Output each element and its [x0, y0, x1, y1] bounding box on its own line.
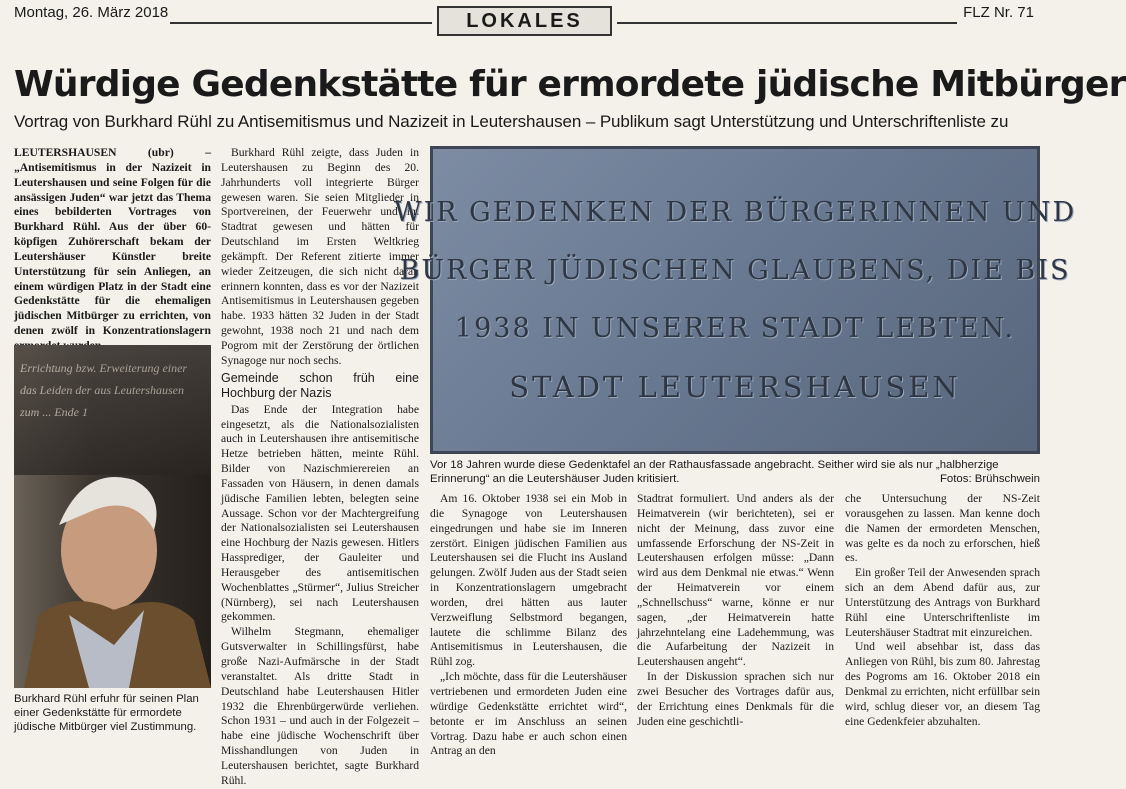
subheadline: Vortrag von Burkhard Rühl zu Antisemitismus und Nazizeit in Leutershausen – Publikum sagt Unterstützung und Unterschriftenliste zu — [14, 112, 1009, 131]
paragraph: che Untersuchung der NS-Zeit vorausgehen zu lassen. Man kenne doch die Namen der ermordeten Menschen, was gelte es da noch zu erforschen, hieß es. — [845, 492, 1040, 565]
lead-paragraph: LEUTERSHAUSEN (ubr) – „Antisemitismus in der Nazizeit in Leutershausen und seine Folgen für die ansässigen Juden“ war jetzt das Thema eines bebilderten Vortrages von Burkhard Rühl. Aus der über 60-köpfigen Zuhörerschaft bekam der Leutershäuser Künstler breite Unterstützung für sein Anliegen, an einem würdigen Platz in der Stadt eine Gedenkstätte für die ehemaligen jüdischen Mitbürger zu errichten, von denen zwölf in Konzentrationslagern — [14, 146, 211, 338]
plaque-line: STADT LEUTERSHAUSEN — [509, 370, 961, 404]
column-4 — [637, 492, 834, 730]
speaker-photo — [14, 345, 211, 688]
photo-caption: Burkhard Rühl erfuhr für seinen Plan einer Gedenkstätte für ermordete jüdische Mitbürger viel Zustimmung. — [14, 693, 199, 733]
header-rule-right — [617, 22, 957, 24]
subheading: Gemeinde schon früh eine Hochburg der Nazis — [221, 370, 419, 400]
paragraph: Das Ende der Integration habe eingesetzt, als die Nationalsozialisten auch in Leutershausen ihre antisemitische Hetze betrieben hätten, meinte Rühl. Bilder von Nazischmierereien an Fassaden von Häusern, in denen damals jüdische Familien lebten, belegten seine Aussage. Schon vor der Machtergreifung der Nationalsozialisten sei Leutershausen eine Hochburg der Nazis gewesen. Hitlers Hassprediger, der Gauleiter und Herausgeber des antisemitischen Wochenblattes „Stürmer“, Julius Streicher (Nürnberg), sei nach Leutershausen gekommen. — [221, 402, 419, 624]
plaque-line: BÜRGER JÜDISCHEN GLAUBENS, DIE BIS — [399, 255, 1071, 286]
paragraph: Stadtrat formuliert. Und anders als der Heimatverein (wir berichteten), sei er nicht der Meinung, dass zuvor eine umfassende Erforschung der NS-Zeit in Leutershausen erfolgen müsse: „Dann wird aus dem Denkmal nie etwas.“ Wenn der Heimatverein vor einem „Schnellschuss“ warne, könne er nur sagen, „der Heimatverein hatte jahrzehntelang eine Ladehemmung, was die Aufarbeitung der Nazizeit in Leutershausen angeht“. — [637, 492, 834, 669]
plaque-caption — [430, 458, 1040, 486]
paper-issue: FLZ Nr. 71 — [963, 4, 1034, 21]
memorial-plaque — [393, 146, 1077, 454]
column-2 — [221, 146, 419, 789]
column-1 — [14, 146, 211, 354]
column-5 — [845, 492, 1040, 730]
column-3 — [430, 492, 627, 759]
headline: Würdige Gedenkstätte für ermordete jüdische Mitbürger — [14, 64, 1126, 105]
paragraph: Und weil absehbar ist, dass das Anliegen von Rühl, bis zum 80. Jahrestag des Pogroms am 16. Oktober 2018 ein Denkmal zu errichten, nicht erfüllbar sein wird, schlug dieser vor, an diesem Tag eine Gedenkfeier abzuhalten. — [845, 640, 1040, 728]
paragraph: In der Diskussion sprachen sich nur zwei Besucher des Vortrages dafür aus, der Errichtung eines Denkmals für die Juden eine geschichtli- — [637, 670, 834, 728]
projected-slide: Errichtung bzw. Erweiterung einer das Leiden der aus Leutershausen zum ... Ende 1 — [14, 345, 211, 475]
header-rule-left — [170, 22, 432, 24]
plaque-line: 1938 IN UNSERER STADT LEBTEN. — [454, 313, 1016, 344]
paragraph: „Ich möchte, dass für die Leutershäuser vertriebenen und ermordeten Juden eine würdige Gedenkstätte errichtet wird“, betonte er im Anschluss an seinen Vortrag. Dazu habe er auch schon einen Antrag an den — [430, 670, 627, 758]
paragraph: Am 16. Oktober 1938 sei ein Mob in die Synagoge von Leutershausen eingedrungen und habe sie im Inneren zerstört. Einigen jüdischen Familien aus Leutershausen sei die Flucht ins Ausland gelungen. Zwölf Juden aus der Stadt seien in Konzentrationslagern umgebracht worden, drei hätten aus lauter Verzweiflung Selbstmord begangen, lautete die schlimme Bilanz des Antisemitismus in Leutershausen, die Rühl zog. — [430, 492, 627, 669]
speaker-figure — [14, 345, 211, 688]
paragraph: Wilhelm Stegmann, ehemaliger Gutsverwalter in Schillingsfürst, habe große Nazi-Aufmärsche in der Stadt veranstaltet. Als dritte Stadt in Deutschland habe Leutershausen Hitler 1932 die Ehrenbürgerwürde verliehen. Schon 1931 – und auch in der Folgezeit – habe eine jüdische Wochenschrift über Misshandlungen von Juden in Leutershausen berichtet, sagte Burkhard Rühl. — [221, 625, 419, 787]
plaque-line: WIR GEDENKEN DER BÜRGERINNEN UND — [393, 197, 1077, 228]
paragraph: Ein großer Teil der Anwesenden sprach sich an dem Abend dafür aus, zur Unterstützung des Antrags von Burkhard Rühl eine Unterschriftenliste im Leutershäuser Stadtrat mit einzureichen. — [845, 566, 1040, 639]
paragraph: Burkhard Rühl zeigte, dass Juden in Leutershausen zu Beginn des 20. Jahrhunderts voll integrierte Bürger gewesen waren. Sie seien Mitglieder in Sportvereinen, der Feuerwehr und im Stadtrat gewesen und hätten für Deutschland im Ersten Weltkrieg gekämpft. Der Referent zitierte immer wieder Zeitzeugen, die sich nicht daran erinnern konnten, dass es vor der Nazizeit Antisemitismus in Leutershausen gegeben habe. 1933 hätten 32 Juden in der Stadt gewohnt, 1938 noch 21 und nach dem Pogrom mit der Zerstörung der örtlichen Synagoge nur noch sechs. — [221, 146, 419, 367]
photo-credit: Fotos: Brühschwein — [939, 473, 1040, 485]
plaque-caption-text: Vor 18 Jahren wurde diese Gedenktafel an der Rathausfassade angebracht. Seither wird sie als nur „halbherzige Erinnerung“ an die Leutershäuser Juden kritisiert. — [430, 459, 999, 485]
section-label: LOKALES — [437, 6, 612, 36]
issue-date: Montag, 26. März 2018 — [14, 4, 169, 21]
